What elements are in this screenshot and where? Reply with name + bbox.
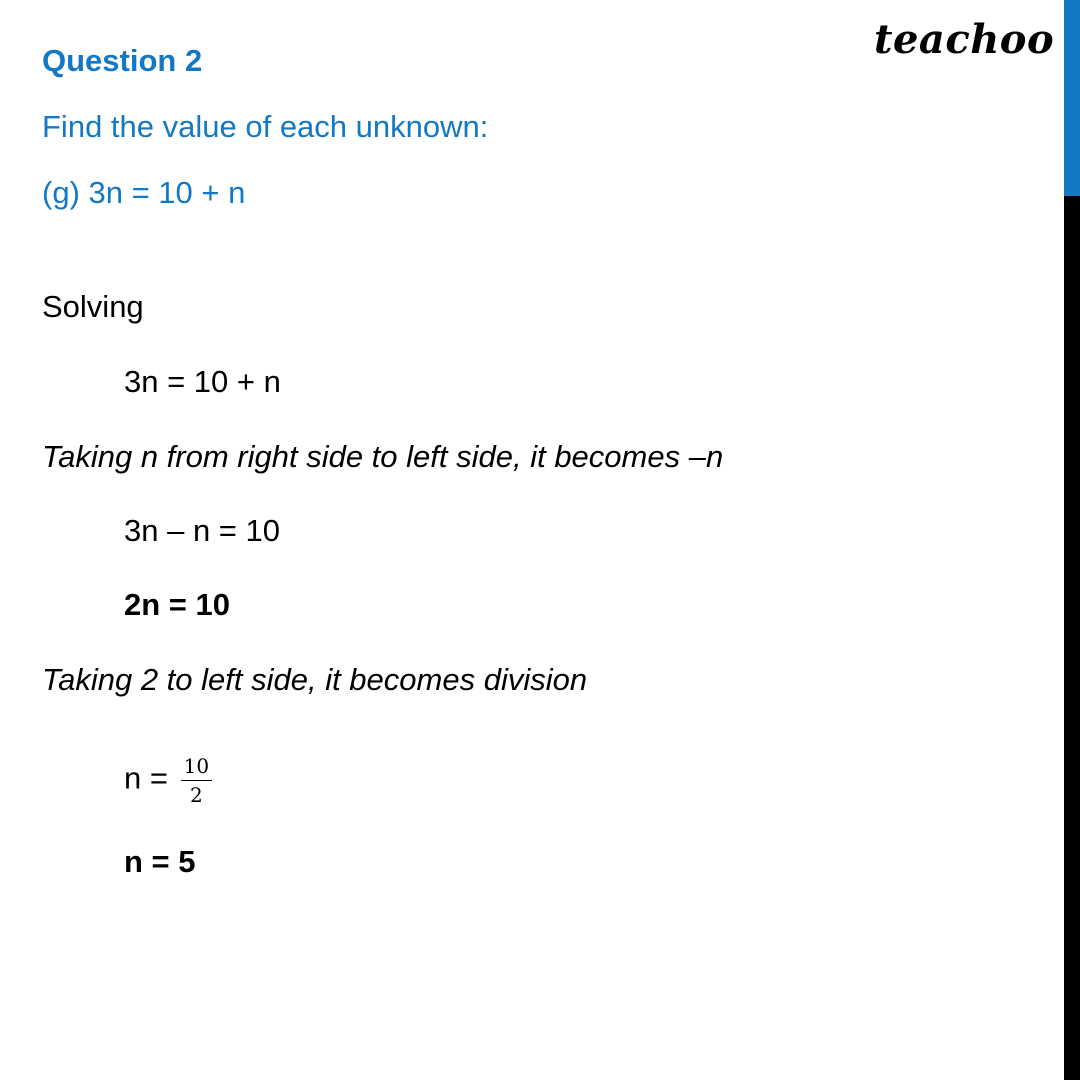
side-bar-accent — [1064, 0, 1080, 196]
solution-step-3: 2n = 10 — [124, 587, 230, 622]
side-bar — [1064, 0, 1080, 1080]
question-part: (g) 3n = 10 + n — [42, 175, 246, 210]
question-title: Question 2 — [42, 43, 203, 78]
solution-step-4 — [124, 754, 212, 807]
fraction-denominator: 2 — [189, 783, 203, 807]
teachoo-logo: teachoo — [874, 16, 1055, 63]
solution-step-2: 3n – n = 10 — [124, 513, 280, 548]
solution-note-2: Taking 2 to left side, it becomes division — [42, 662, 588, 697]
solution-note-1: Taking n from right side to left side, it becomes –n — [42, 439, 724, 474]
solution-heading: Solving — [42, 289, 144, 324]
step-4-lhs: n = — [124, 760, 168, 796]
solution-answer: n = 5 — [124, 844, 196, 879]
fraction-numerator: 10 — [181, 754, 212, 781]
fraction — [181, 754, 212, 807]
solution-step-1: 3n = 10 + n — [124, 364, 281, 399]
question-prompt: Find the value of each unknown: — [42, 109, 489, 144]
